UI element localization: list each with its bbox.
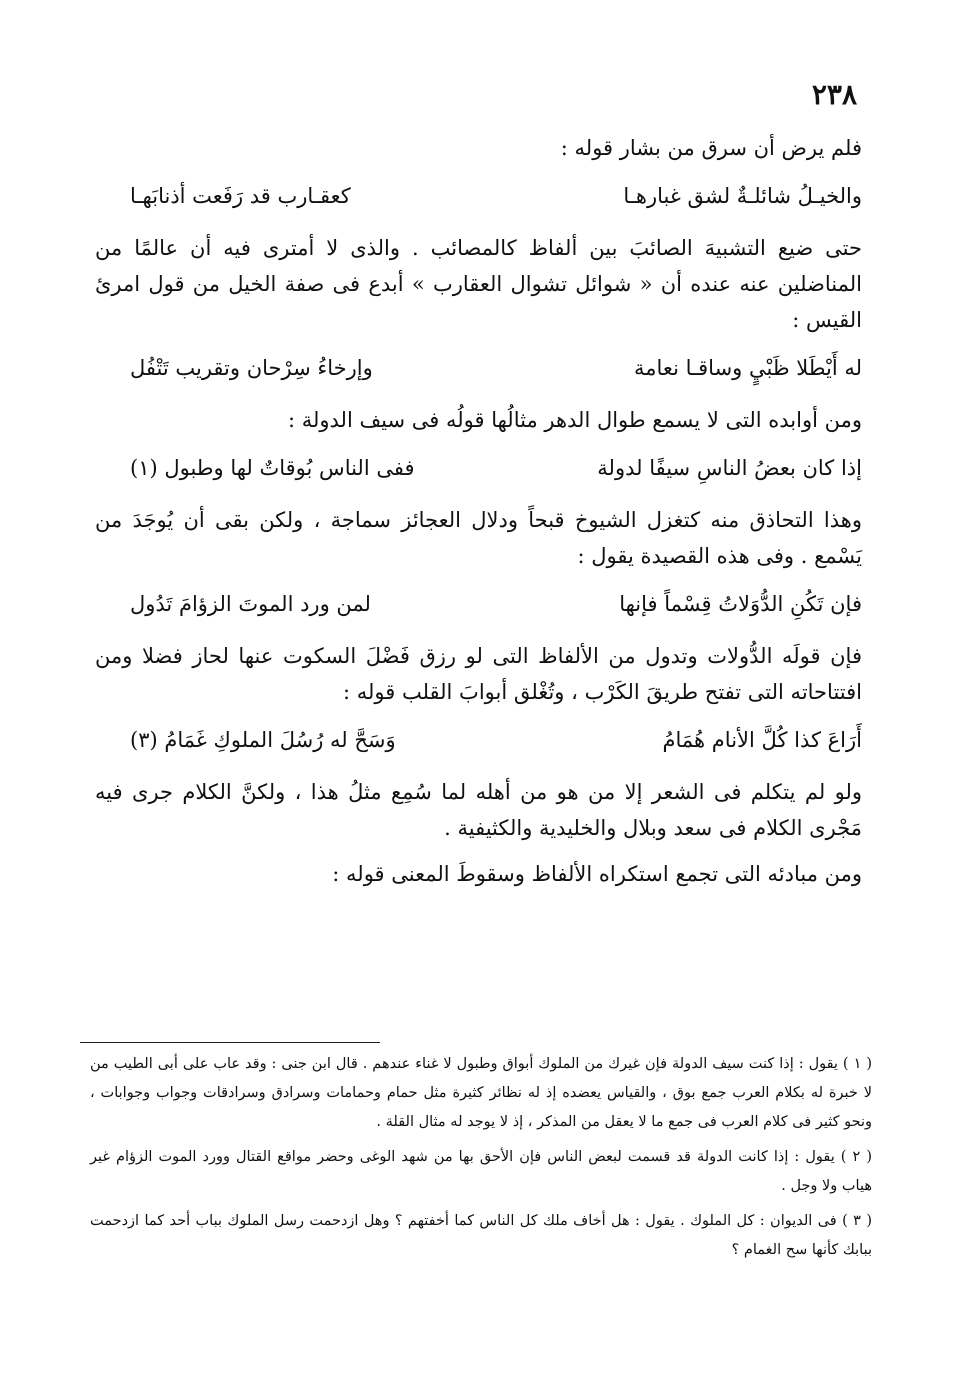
verse-second-hemistich: كعقـارب قد رَفَعت أذنابَهـا	[130, 184, 351, 208]
footnote-2: ( ٢ ) يقول : إذا كانت الدولة قد قسمت لبعض الناس فإن الأحق بها من شهد الوغى وحضر مواقع القتال وورد الموت الزؤام غير هياب ولا وجل .	[90, 1149, 872, 1194]
verse-line	[95, 584, 862, 624]
verse-second-hemistich: وإرخاءُ سِرْحان وتقريب تَتْفُل	[130, 356, 373, 380]
page-number: ٢٣٨	[811, 78, 857, 111]
verse-line	[95, 348, 862, 388]
verse-first-hemistich: والخيـلُ شائلـةٌ لشق غبارهـا	[623, 184, 862, 208]
footnotes	[90, 1050, 872, 1271]
footnote-separator	[80, 1042, 380, 1043]
verse-second-hemistich: وَسَحَّ له رُسُلَ الملوكِ غَمَامُ (٣)	[130, 728, 396, 752]
paragraph: ومن أوابده التى لا يسمع طوال الدهر مثالُها قولُه فى سيف الدولة :	[287, 408, 862, 432]
verse-second-hemistich: لمن ورد الموتَ الزؤامَ تَدُول	[130, 592, 371, 616]
paragraph: فإن قولَه الدُّولات وتدول من الألفاظ التى لو رزق فَضْلَ السكوت عنها لحاز فضلا ومن افتتاحاته التى تفتح طريقَ الكَرْب ، وتُغْلق أبوابَ القلب قوله :	[95, 644, 862, 704]
main-text	[95, 130, 862, 902]
verse-line	[95, 448, 862, 488]
verse-first-hemistich: فإن تَكُنِ الدُّوَلاتُ قِسْماً فإنها	[619, 592, 862, 616]
verse-first-hemistich: أَرَاعَ كذا كُلَّ الأنام هُمَامُ	[662, 728, 862, 752]
verse-first-hemistich: إذا كان بعضُ الناسِ سيفًا لدولة	[597, 456, 862, 480]
footnote-1: ( ١ ) يقول : إذا كنت سيف الدولة فإن غيرك من الملوك أبواق وطبول لا غناء عندهم . قال ابن جنى : وقد عاب على أبى الطيب من لا خبرة له بكلام العرب جمع بوق ، والقياس يعضده إذ له نظائر كثيرة مثل حمام وحمامات وسرادق وسرادقات وجواب وجوابات ، ونحو كثير فى كلام العرب فى جمع ما لا يعقل من المذكر ، إذ لا يوجد له مثال القلة .	[90, 1056, 872, 1130]
paragraph: وهذا التحاذق منه كتغزل الشيوخ قبحاً ودلال العجائز سماجة ، ولكن بقى أن يُوجَدَ من يَسْمع . وفى هذه القصيدة يقول :	[95, 508, 862, 568]
paragraph: ومن مبادئه التى تجمع استكراه الألفاظ وسقوطَ المعنى قوله :	[332, 862, 862, 886]
paragraph: فلم يرض أن سرق من بشار قوله :	[560, 136, 862, 160]
paragraph: ولو لم يتكلم فى الشعر إلا من هو من أهله لما سُمِع مثلُ هذا ، ولكنَّ الكلام جرى فيه مَجْرى الكلام فى سعد وبلال والخليدية والكثيفية .	[95, 780, 862, 840]
verse-line	[95, 720, 862, 760]
verse-first-hemistich: له أَيْطَلا ظَبْيٍ وساقـا نعامة	[634, 356, 862, 380]
verse-second-hemistich: ففى الناس بُوقاتٌ لها وطبول (١)	[130, 456, 415, 480]
paragraph: حتى ضيع التشبيهَ الصائبَ بين ألفاظ كالمصائب . والذى لا أمترى فيه أن عالمًا من المناضلين عنه عنده أن « شوائل تشوال العقارب » أبدع فى صفة الخيل من قول امرئ القيس :	[95, 236, 862, 332]
verse-line	[95, 176, 862, 216]
footnote-3: ( ٣ ) فى الديوان : كل الملوك . يقول : هل أخاف ملك كل الناس كما أخفتهم ؟ وهل ازدحمت رسل الملوك بباب أحد كما ازدحمت ببابك كأنها سح الغمام ؟	[90, 1213, 872, 1258]
